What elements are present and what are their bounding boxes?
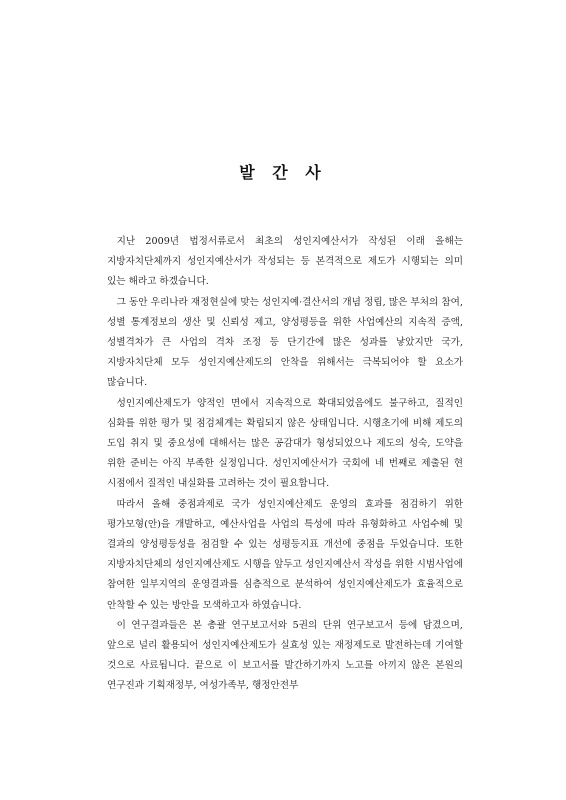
page-title: 발 간 사: [239, 163, 327, 182]
paragraph: 성인지예산제도가 양적인 면에서 지속적으로 확대되었음에도 불구하고, 질적인 심화를 위한 평가 및 점검체계는 확립되지 않은 상태입니다. 시행초기에 비해 제도의 도입 취지 및 중요성에 대해서는 많은 공감대가 형성되었으나 제도의 성숙, 도약을 위한 준비는 아직 부족한 실정입니다. 성인지예산서가 국회에 네 번째로 제출된 현 시점에서 질적인 내실화를 고려하는 것이 필요합니다.: [107, 397, 463, 490]
paragraph: 지난 2009년 법정서류로서 최초의 성인지예산서가 작성된 이래 올해는 지방자치단체까지 성인지예산서가 작성되는 등 본격적으로 제도가 시행되는 의미 있는 해라고 하겠습니다.: [107, 236, 463, 288]
paragraph: 이 연구결과들은 본 총괄 연구보고서와 5권의 단위 연구보고서 등에 담겼으며, 앞으로 널리 활용되어 성인지예산제도가 실효성 있는 재정제도로 발전하는데 기여할 것으로 사료됩니다. 끝으로 이 보고서를 발간하기까지 노고를 아끼지 않은 본원의 연구진과 기획재정부, 여성가족부, 행정안전부: [107, 619, 463, 692]
paragraph: 따라서 올해 중점과제로 국가 성인지예산제도 운영의 효과를 점검하기 위한 평가모형(안)을 개발하고, 예산사업을 사업의 특성에 따라 유형화하고 사업수혜 및 결과의 양성평등성을 점검할 수 있는 성평등지표 개선에 중점을 두었습니다. 또한 지방자치단체의 성인지예산제도 시행을 앞두고 성인지예산서 작성을 위한 시범사업에 참여한 일부지역의 운영결과를 심층적으로 분석하여 성인지예산제도가 효율적으로 안착할 수 있는 방안을 모색하고자 하였습니다.: [107, 498, 463, 611]
paragraph: 그 동안 우리나라 재정현실에 맞는 성인지예·결산서의 개념 정립, 많은 부처의 참여, 성별 통계정보의 생산 및 신뢰성 제고, 양성평등을 위한 사업예산의 지속적 증액, 성별격차가 큰 사업의 격차 조정 등 단기간에 많은 성과를 낳았지만 국가, 지방자치단체 모두 성인지예산제도의 안착을 위해서는 극복되어야 할 요소가 많습니다.: [107, 296, 463, 389]
body-text: [107, 232, 463, 697]
